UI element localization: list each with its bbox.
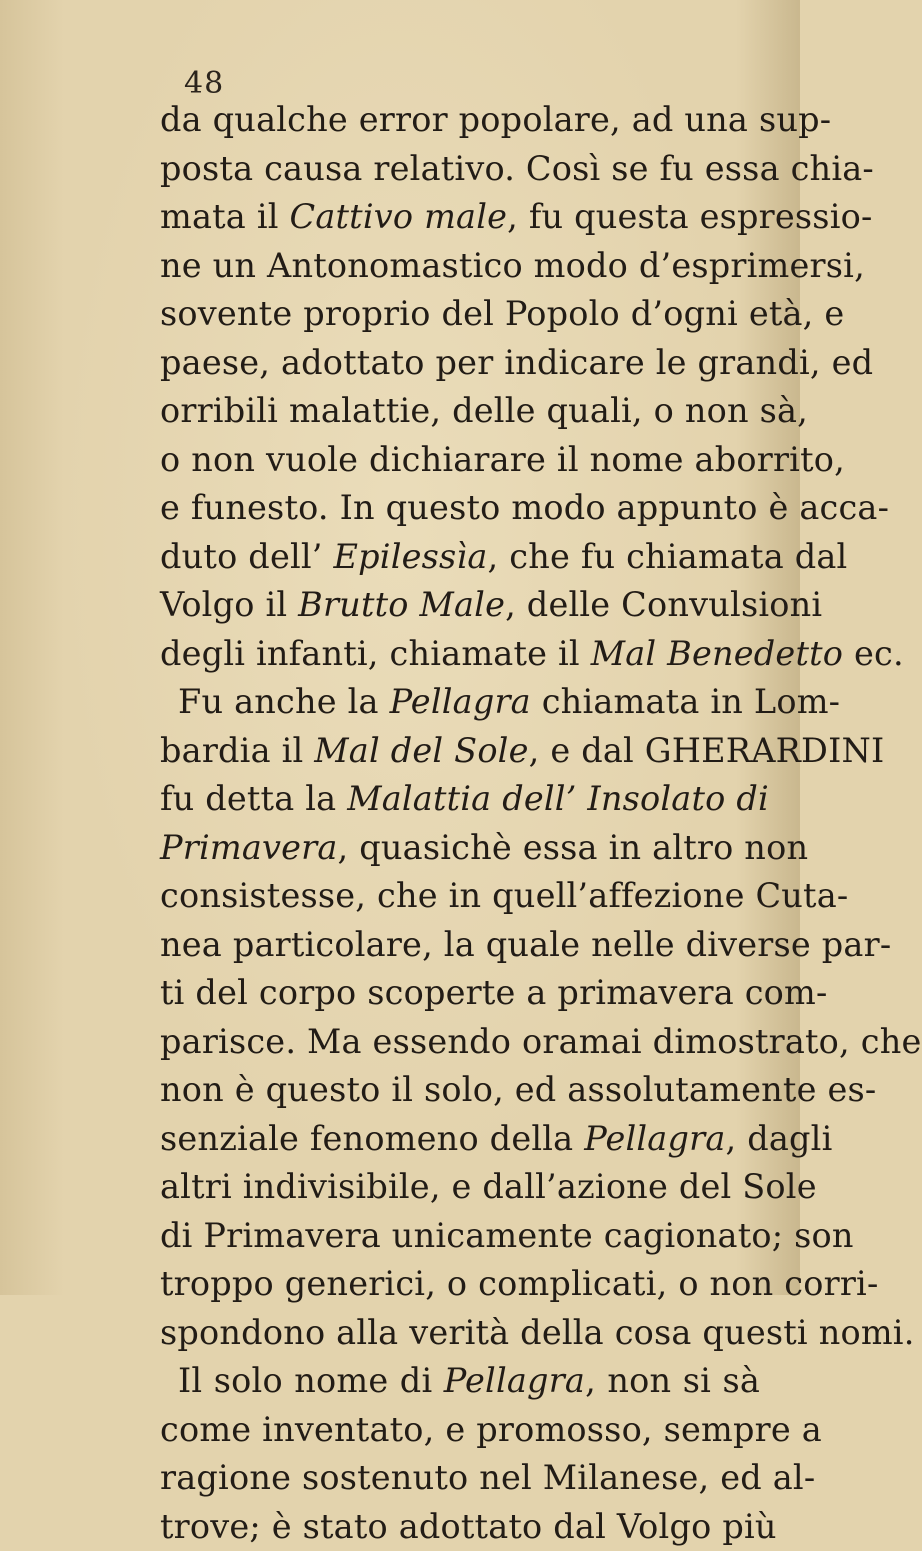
text-span: troppo generici, o complicati, o non corri- [160,1264,879,1303]
text-span: spondono alla verità della cosa questi nomi. [160,1313,915,1352]
text-span: da qualche error popolare, ad una sup- [160,100,831,139]
body-text [160,96,760,1551]
text-span: mata il [160,197,290,236]
text-line [160,1115,760,1164]
text-span: trove; è stato adottato dal Volgo più [160,1507,777,1546]
text-span: ec. [843,634,904,673]
italic-text: Mal Benedetto [591,634,843,673]
text-span: Volgo il [160,585,298,624]
text-line [160,921,760,970]
text-line [160,145,760,194]
text-span: , dagli [726,1119,833,1158]
italic-text: Primavera [160,828,338,867]
text-line [160,1357,760,1406]
text-line [160,436,760,485]
text-span: posta causa relativo. Così se fu essa chia- [160,149,874,188]
text-span: nea particolare, la quale nelle diverse par- [160,925,891,964]
text-span: duto dell’ [160,537,334,576]
text-span: chiamata in Lom- [531,682,840,721]
text-span: di Primavera unicamente cagionato; son [160,1216,854,1255]
text-line [160,387,760,436]
text-span: ne un Antonomastico modo d’esprimersi, [160,246,865,285]
text-span: consistesse, che in quell’affezione Cuta- [160,876,848,915]
text-span: Il solo nome di [178,1361,444,1400]
text-span: , e dal GHERARDINI [529,731,885,770]
text-span: degli infanti, chiamate il [160,634,591,673]
text-span: , quasichè essa in altro non [338,828,809,867]
text-line [160,824,760,873]
text-span: bardia il [160,731,314,770]
text-line [160,533,760,582]
text-line [160,96,760,145]
text-line [160,339,760,388]
text-line [160,1406,760,1455]
text-span: senziale fenomeno della [160,1119,584,1158]
page-number: 48 [184,66,224,101]
text-line [160,872,760,921]
text-line [160,484,760,533]
italic-text: Malattia dell’ Insolato di [347,779,769,818]
text-line [160,1260,760,1309]
text-span: parisce. Ma essendo oramai dimostrato, che [160,1022,922,1061]
italic-text: Pellagra [584,1119,725,1158]
text-line [160,969,760,1018]
text-line [160,1018,760,1067]
text-line [160,678,760,727]
text-span: , fu questa espressio- [507,197,872,236]
text-span: , non si sà [585,1361,760,1400]
text-line [160,1503,760,1551]
text-line [160,727,760,776]
italic-text: Epilessìa [334,537,488,576]
text-span: paese, adottato per indicare le grandi, ed [160,343,873,382]
text-line [160,581,760,630]
text-span: altri indivisibile, e dall’azione del Sole [160,1167,817,1206]
text-line [160,1454,760,1503]
text-line [160,775,760,824]
text-span: e funesto. In questo modo appunto è acca- [160,488,889,527]
text-span: , delle Convulsioni [505,585,822,624]
text-span: fu detta la [160,779,347,818]
text-line [160,1163,760,1212]
italic-text: Mal del Sole [314,731,528,770]
text-span: non è questo il solo, ed assolutamente es- [160,1070,876,1109]
text-span: ragione sostenuto nel Milanese, ed al- [160,1458,815,1497]
text-span: , che fu chiamata dal [488,537,848,576]
text-line [160,1309,760,1358]
text-span: come inventato, e promosso, sempre a [160,1410,822,1449]
text-line [160,630,760,679]
italic-text: Cattivo male [290,197,508,236]
italic-text: Pellagra [390,682,531,721]
text-span: orribili malattie, delle quali, o non sà, [160,391,808,430]
text-span: Fu anche la [178,682,390,721]
text-line [160,1212,760,1261]
text-line [160,1066,760,1115]
text-span: o non vuole dichiarare il nome aborrito, [160,440,845,479]
italic-text: Pellagra [444,1361,585,1400]
italic-text: Brutto Male [298,585,505,624]
text-line [160,290,760,339]
text-span: sovente proprio del Popolo d’ogni età, e [160,294,844,333]
text-line [160,193,760,242]
text-span: ti del corpo scoperte a primavera com- [160,973,828,1012]
text-line [160,242,760,291]
